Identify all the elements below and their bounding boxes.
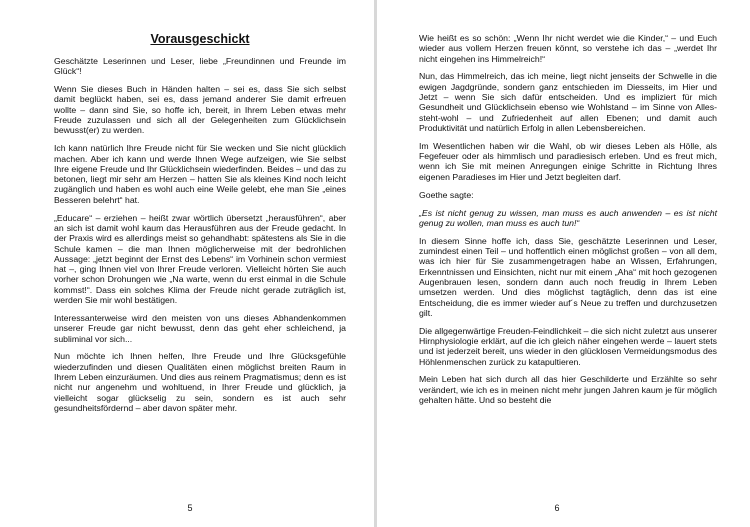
paragraph: Wie heißt es so schön: „Wenn Ihr nicht werdet wie die Kinder,“ – und Euch wieder aus vollem Herzen freuen könnt, so verstehe ich das – „werdet Ihr nicht eingehen ins Himmelreich!“: [419, 33, 717, 64]
left-page: [0, 0, 374, 527]
paragraph: In diesem Sinne hoffe ich, dass Sie, geschätzte Leserinnen und Leser, zumindest einen Teil – und hoffentlich einen möglichst großen – von all dem, was ich hier für Sie zusammengetragen habe an Wissen, Erfahrungen, Erkenntnissen und Einsichten, nicht nur mit einem „Aha“ mit hoch gezogenen Augenbrauen lesen, sondern dann auch noch freudig in Ihrem Leben umsetzen werden. Und dies möglichst tagtäglich, denn das ist eine Entscheidung, die es immer wieder auf´s Neue zu treffen und durchzusetzen gilt.: [419, 235, 717, 318]
page-number: 6: [554, 503, 560, 513]
right-page: [377, 0, 750, 527]
right-page-content: [419, 33, 717, 413]
paragraph: Goethe sagte:: [419, 189, 474, 200]
paragraph: Wenn Sie dieses Buch in Händen halten – sei es, dass Sie sich selbst damit beglückt haben, sei es, dass jemand anderer Sie damit erfreuen wollte – dann sind Sie, so hoffe ich, bereit, in Ihrem Leben etwas mehr Freude zuzulassen und sich all der Gelegenheiten zum Glücklichsein bewusst(er) zu werden.: [54, 84, 346, 136]
paragraph: Nun möchte ich Ihnen helfen, Ihre Freude und Ihre Glücksgefühle wiederzufinden und diesen Qualitäten einen möglichst breiten Raum in Ihrem Leben einzuräumen. Und dies aus reinem Pragmatismus; denn es ist nicht nur angenehm und wohltuend, in Ihrer Freude und glücklich, ja vielleicht sogar glückselig zu sein, sondern es ist auch sehr gesundheitsfördernd – aber davon später mehr.: [54, 351, 346, 413]
goethe-quote: „Es ist nicht genug zu wissen, man muss es auch anwenden – es ist nicht genug zu wollen, man muss es auch tun!“: [419, 207, 717, 228]
paragraph: Interessanterweise wird den meisten von uns dieses Abhandenkommen unserer Freude gar nicht bewusst, denn das geht eher schleichend, ja subliminal vor sich...: [54, 312, 346, 344]
paragraph: Im Wesentlichen haben wir die Wahl, ob wir dieses Leben als Hölle, als Fegefeuer oder als himmlisch und paradiesisch erleben. Und es freut mich, wenn ich Sie mit meinen Anregungen einige Schritte in Richtung Ihres eigenen Paradieses im Hier und Jetzt begleiten darf.: [419, 140, 717, 182]
paragraph: Geschätzte Leserinnen und Leser, liebe „Freundinnen und Freunde im Glück“!: [54, 56, 346, 77]
left-page-content: [54, 30, 346, 421]
page-title: Vorausgeschickt: [150, 32, 250, 46]
paragraph: Nun, das Himmelreich, das ich meine, liegt nicht jenseits der Schwelle in die ewigen Jagdgründe, sondern ganz entschieden im Diesseits, im Hier und Jetzt – wenn Sie sich dafür entscheiden. Und es impliziert für mich Gesundheit und Glücklichsein ebenso wie Wohlstand – im Sinne von Alles-steht-wohl – und Zufriedenheit auf allen Ebenen; und damit auch Produktivität und natürlich Erfolg in allen Lebensbereichen.: [419, 71, 717, 133]
paragraph: Ich kann natürlich Ihre Freude nicht für Sie wecken und Sie nicht glücklich machen. Aber ich kann und werde Ihnen Wege aufzeigen, wie Sie selbst Ihre eigene Freude und Ihr Glücklichsein wiederfinden. Beides – und das zu betonen, liegt mir sehr am Herzen – hatten Sie als kleines Kind noch leicht zugänglich und haben es wohl auch eine Weile gelebt, ehe man Sie „eines Besseren belehrt“ hat.: [54, 143, 346, 205]
paragraph: Mein Leben hat sich durch all das hier Geschilderte und Erzählte so sehr verändert, wie ich es in meinen nicht mehr jungen Jahren kaum je für möglich gehalten hätte. Und so besteht die: [419, 374, 717, 406]
page-number: 5: [187, 503, 193, 513]
paragraph: Die allgegenwärtige Freuden-Feindlichkeit – die sich nicht zuletzt aus unserer Hirnphysiologie erklärt, auf die ich gleich näher eingehen werde – lauert stets und ist jederzeit bereit, uns wieder in den glücklosen Vermeidungsmodus des Höhlenmenschen zurück zu katapultieren.: [419, 325, 717, 367]
paragraph: „Educare“ – erziehen – heißt zwar wörtlich übersetzt „herausführen“, aber an sich ist damit wohl kaum das Herausführen aus der Freude gedacht. In der Praxis wird es allerdings meist so gehandhabt: spätestens als Sie in die Schule kamen – die man Ihnen möglicherweise mit der bedrohlichen Aussage: „jetzt beginnt der Ernst des Lebens“ im Vorhinein schon vermiest hat –, ging Ihnen viel von Ihrer Freude verloren. Vielleicht hörten Sie auch vorher schon Drohungen wie „Na warte, wenn du erst einmal in die Schule kommst!“. Dass ein solches Klima der Freude nicht gerade zuträglich ist, werden Sie mir wohl bestätigen.: [54, 212, 346, 306]
